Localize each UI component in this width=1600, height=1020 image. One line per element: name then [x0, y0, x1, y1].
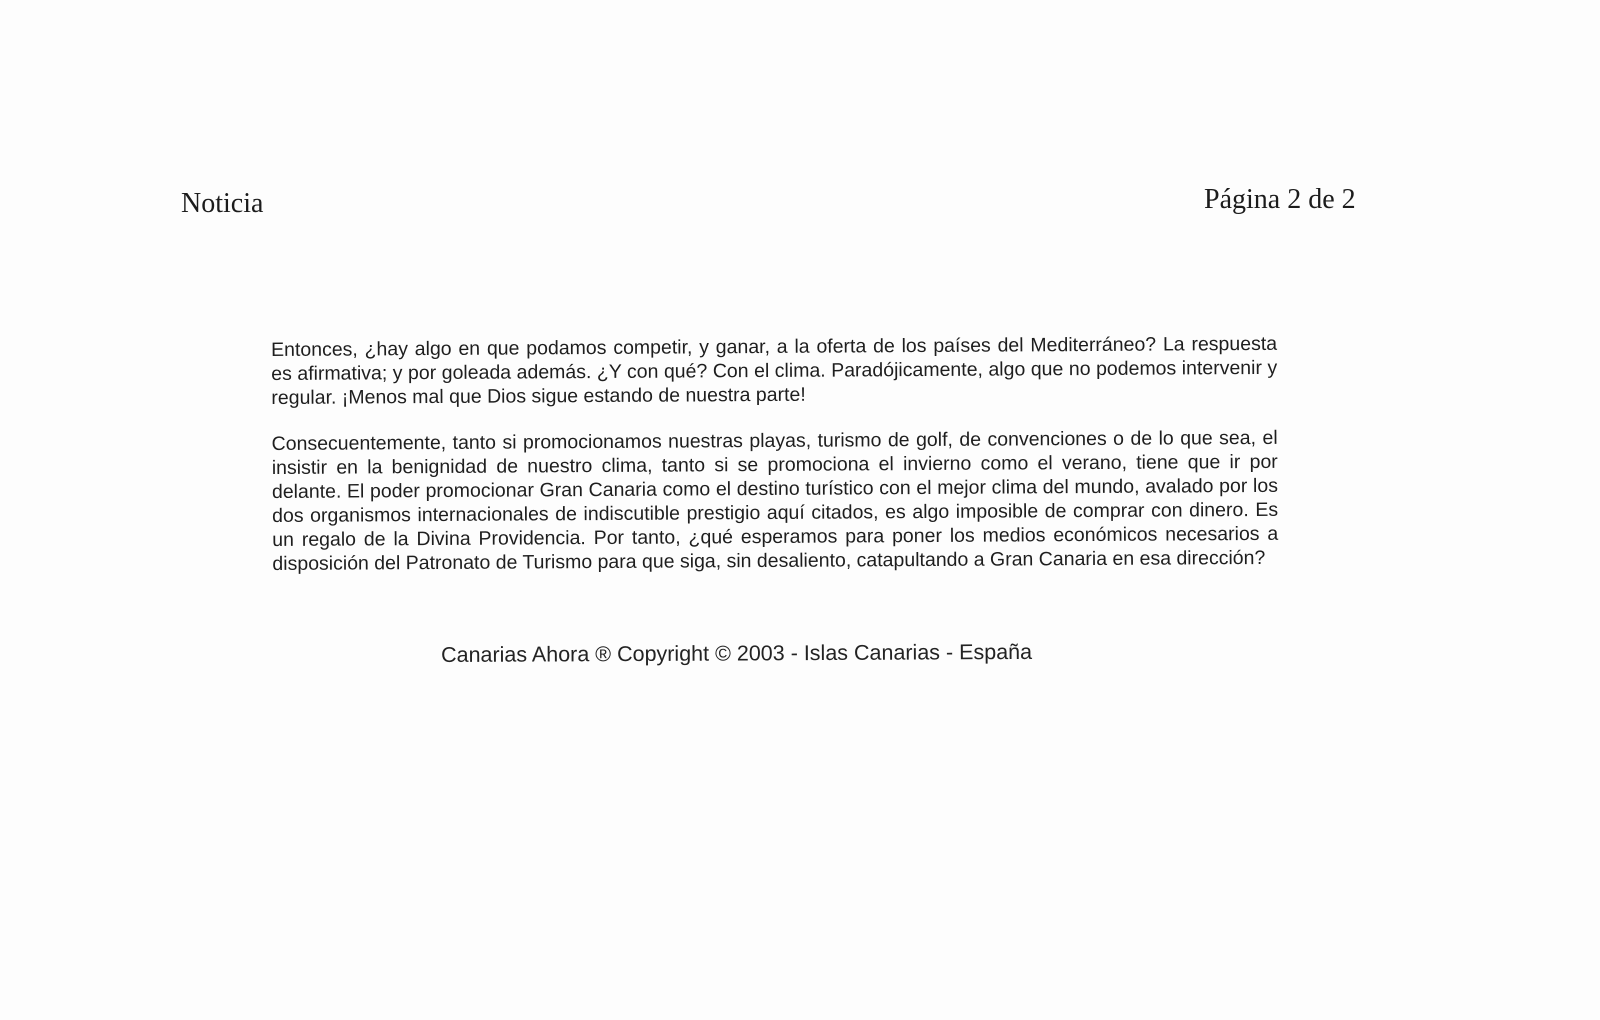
paragraph-2: Consecuentemente, tanto si promocionamos nuestras playas, turismo de golf, de convenciones o de lo que sea, el insistir en la benignidad de nuestro clima, tanto si se promociona el invierno como el verano, tiene que ir por delante. El poder promocionar Gran Canaria como el destino turístico con el mejor clima del mundo, avalado por los dos organismos internacionales de indiscutible prestigio aquí citados, es algo imposible de comprar con dinero. Es un regalo de la Divina Providencia. Por tanto, ¿qué esperamos para poner los medios económicos necesarios a disposición del Patronato de Turismo para que siga, sin desaliento, catapultando a Gran Canaria en esa dirección? [271, 426, 1279, 575]
article-body [271, 332, 1279, 598]
page-indicator: Página 2 de 2 [1204, 184, 1356, 215]
section-label: Noticia [181, 188, 264, 219]
copyright-footer: Canarias Ahora ® Copyright © 2003 - Islas Canarias - España [441, 639, 1033, 667]
paragraph-1: Entonces, ¿hay algo en que podamos competir, y ganar, a la oferta de los países del Mediterráneo? La respuesta es afirmativa; y por goleada además. ¿Y con qué? Con el clima. Paradójicamente, algo que no podemos intervenir y regular. ¡Menos mal que Dios sigue estando de nuestra parte! [271, 332, 1278, 409]
